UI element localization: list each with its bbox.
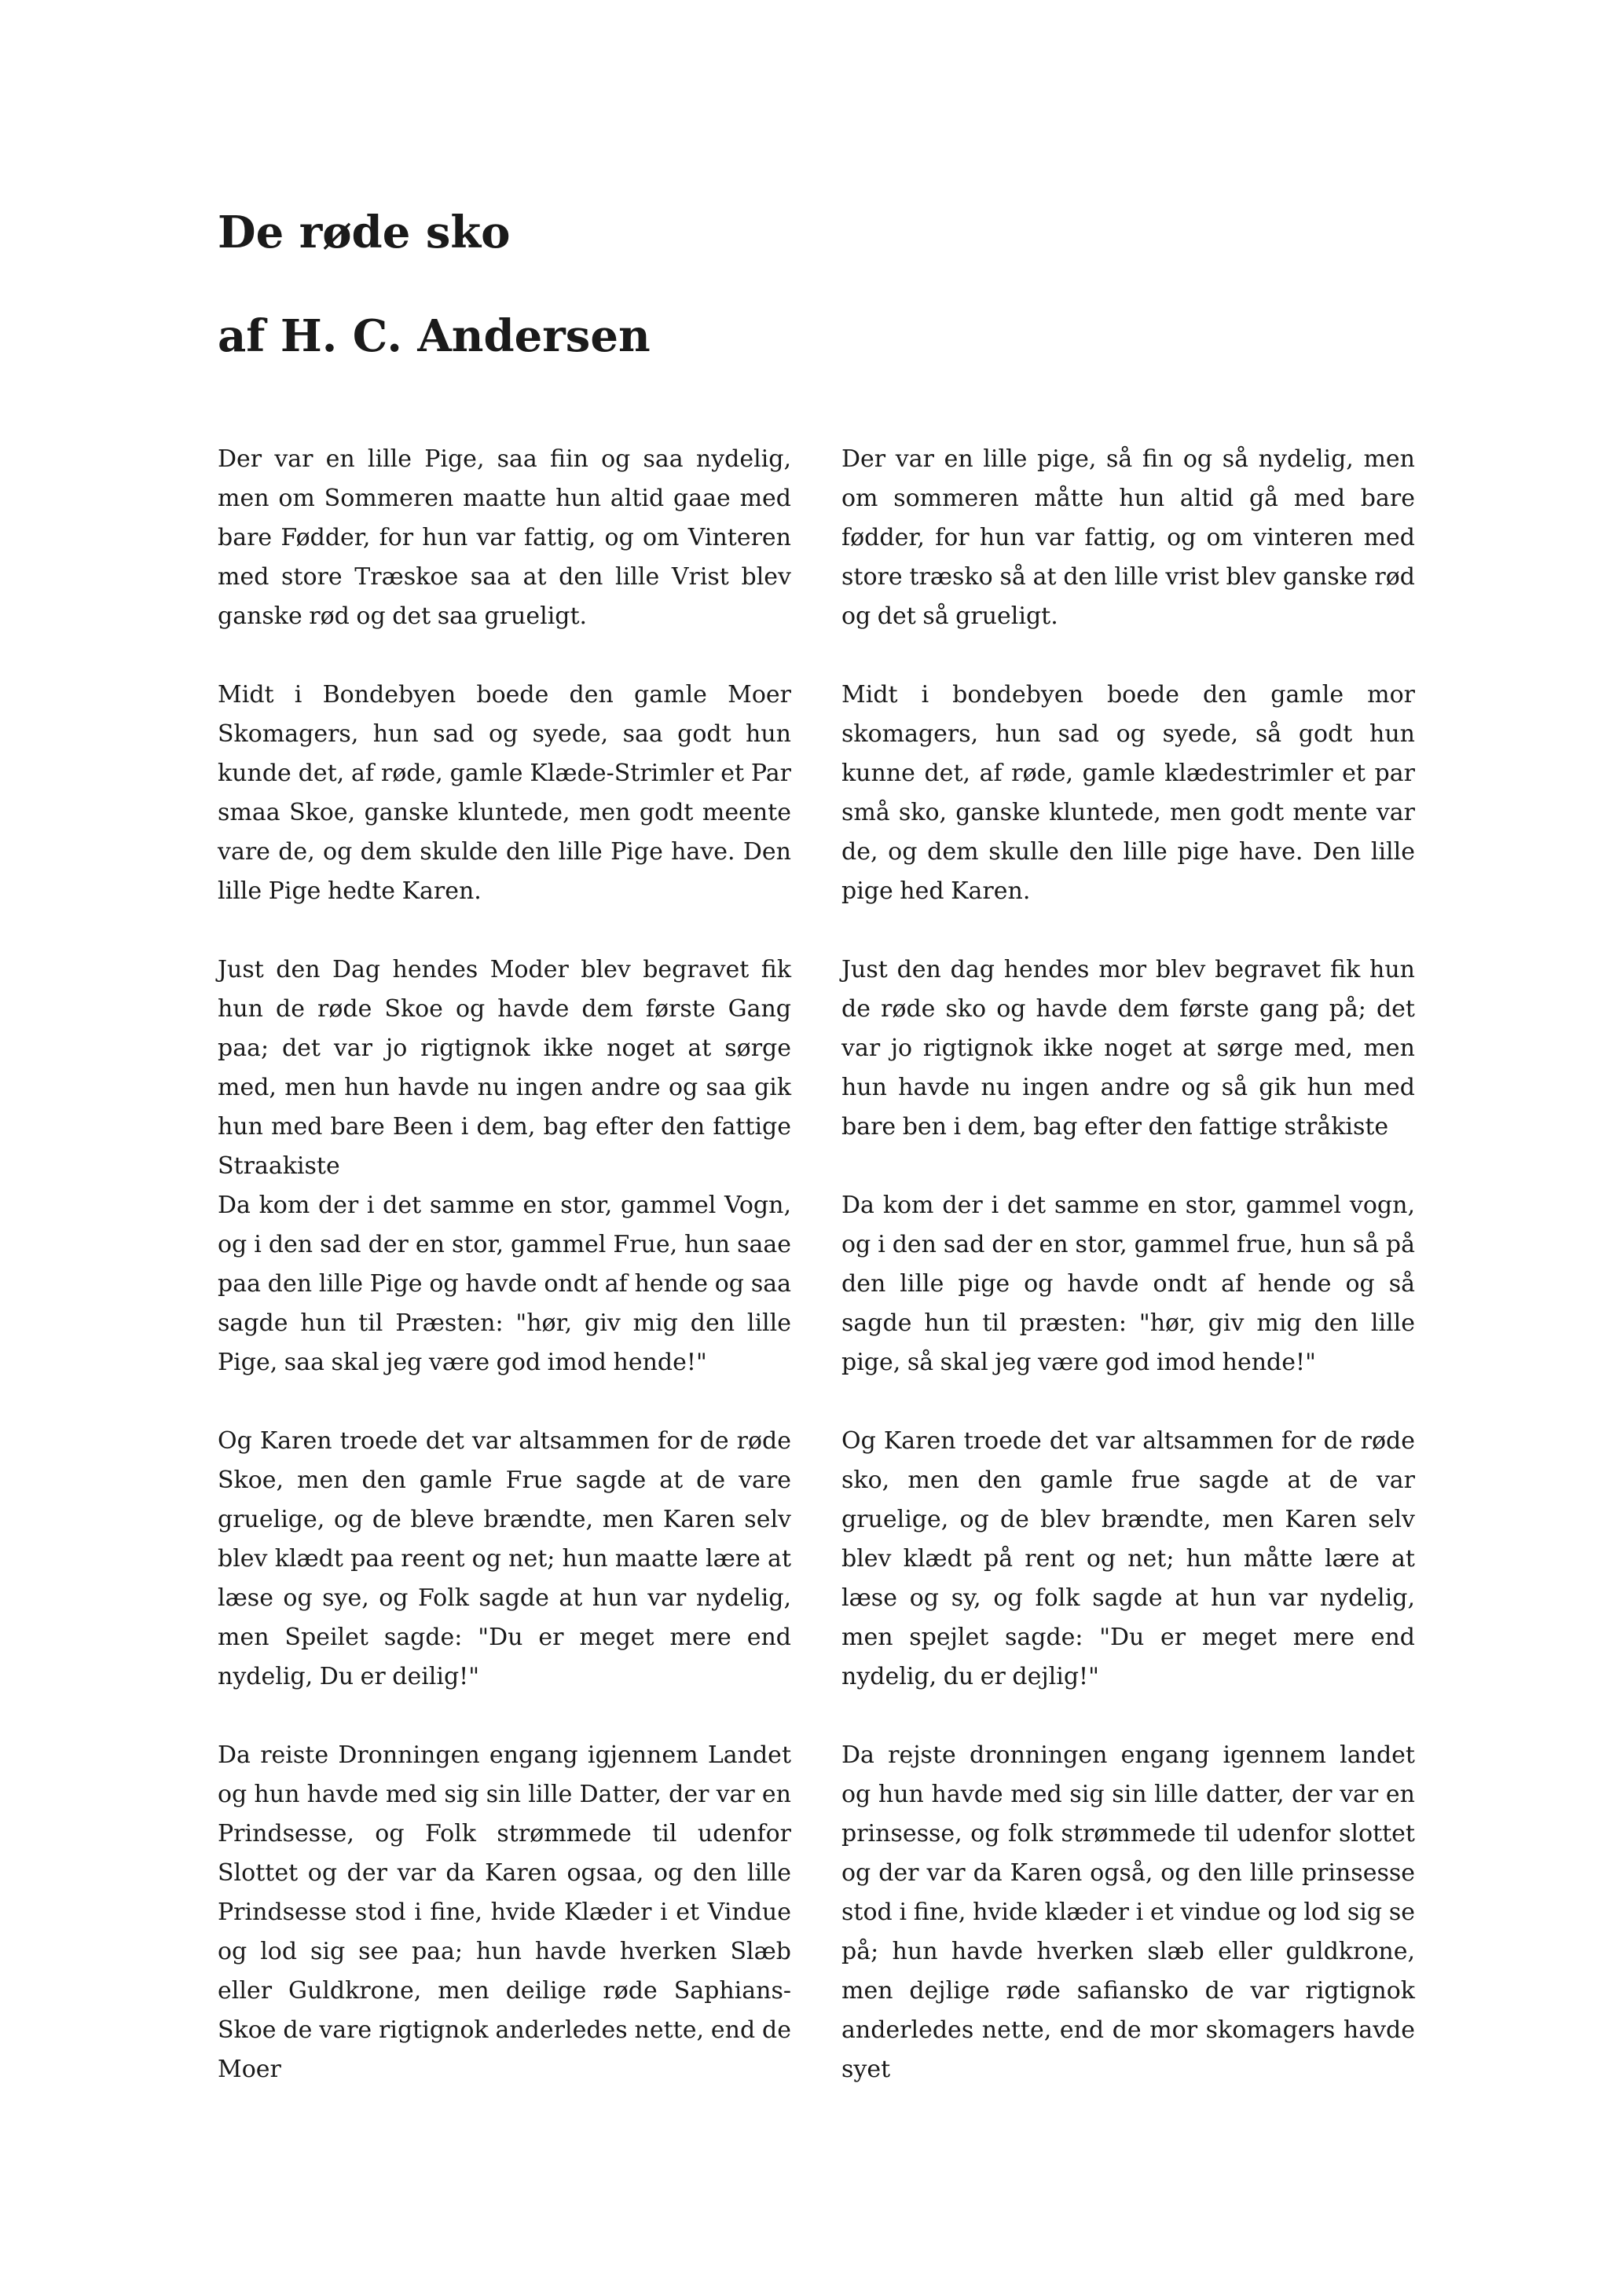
paragraph: Da kom der i det samme en stor, gammel Vogn, og i den sad der en stor, gammel Frue, hun saae paa den lille Pige og havde ondt af hende og saa sagde hun til Præsten: "hør, giv mig den lille Pige, saa skal jeg være god imod hende!" bbox=[218, 1192, 791, 1376]
paragraph: Just den Dag hendes Moder blev begravet fik hun de røde Skoe og havde dem første Gang paa; det var jo rigtignok ikke noget at sørge med, men hun havde nu ingen andre og saa gik hun med bare Been i dem, bag efter den fattige Straakiste bbox=[218, 956, 791, 1180]
paragraph: Da kom der i det samme en stor, gammel vogn, og i den sad der en stor, gammel frue, hun så på den lille pige og havde ondt af hende og så sagde hun til præsten: "hør, giv mig den lille pige, så skal jeg være god imod hende!" bbox=[841, 1192, 1415, 1376]
paragraph: Da reiste Dronningen engang igjennem Landet og hun havde med sig sin lille Datter, der var en Prindsesse, og Folk strømmede til udenfor Slottet og der var da Karen ogsaa, og den lille Prindsesse stod i fine, hvide Klæder i et Vindue og lod sig see paa; hun havde hverken Slæb eller Guldkrone, men deilige røde Saphians-Skoe de vare rigtignok anderledes nette, end de Moer bbox=[218, 1741, 791, 2083]
paragraph: Just den dag hendes mor blev begravet fik hun de røde sko og havde dem første gang på; det var jo rigtignok ikke noget at sørge med, men hun havde nu ingen andre og så gik hun med bare ben i dem, bag efter den fattige stråkiste bbox=[841, 956, 1415, 1141]
paragraph: Der var en lille pige, så fin og så nydelig, men om sommeren måtte hun altid gå med bare fødder, for hun var fattig, og om vinteren med store træsko så at den lille vrist blev ganske rød og det så grueligt. bbox=[841, 445, 1415, 630]
paragraph: Midt i bondebyen boede den gamle mor skomagers, hun sad og syede, så godt hun kunne det, af røde, gamle klædestrimler et par små sko, ganske kluntede, men godt mente var de, og dem skulle den lille pige have. Den lille pige hed Karen. bbox=[841, 681, 1415, 905]
paragraph: Da rejste dronningen engang igennem landet og hun havde med sig sin lille datter, der var en prinsesse, og folk strømmede til udenfor slottet og der var da Karen også, og den lille prinsesse stod i fine, hvide klæder i et vindue og lod sig se på; hun havde hverken slæb eller guldkrone, men dejlige røde safiansko de var rigtignok anderledes nette, end de mor skomagers havde syet bbox=[841, 1741, 1415, 2083]
paragraph: Der var en lille Pige, saa fiin og saa nydelig, men om Sommeren maatte hun altid gaae med bare Fødder, for hun var fattig, og om Vinteren med store Træskoe saa at den lille Vrist blev ganske rød og det saa grueligt. bbox=[218, 445, 791, 630]
paragraph: Og Karen troede det var altsammen for de røde sko, men den gamle frue sagde at de var gruelige, og de blev brændte, men Karen selv blev klædt på rent og net; hun måtte lære at læse og sy, og folk sagde at hun var nydelig, men spejlet sagde: "Du er meget mere end nydelig, du er dejlig!" bbox=[841, 1427, 1415, 1690]
document-author: af H. C. Andersen bbox=[218, 310, 651, 362]
document-title: De røde sko bbox=[218, 207, 511, 258]
paragraph: Og Karen troede det var altsammen for de røde Skoe, men den gamle Frue sagde at de vare gruelige, og de bleve brændte, men Karen selv blev klædt paa reent og net; hun maatte lære at læse og sye, og Folk sagde at hun var nydelig, men Speilet sagde: "Du er meget mere end nydelig, Du er deilig!" bbox=[218, 1427, 791, 1690]
paragraph: Midt i Bondebyen boede den gamle Moer Skomagers, hun sad og syede, saa godt hun kunde det, af røde, gamle Klæde-Strimler et Par smaa Skoe, ganske kluntede, men godt meente vare de, og dem skulde den lille Pige have. Den lille Pige hedte Karen. bbox=[218, 681, 791, 905]
